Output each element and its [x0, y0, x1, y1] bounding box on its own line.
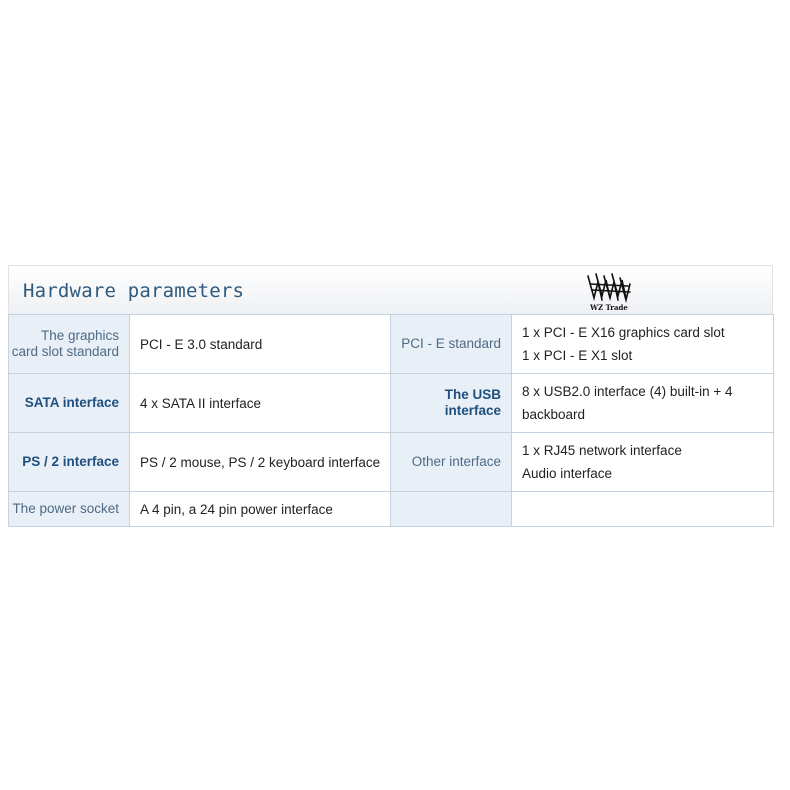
row-label: SATA interface	[9, 374, 130, 433]
parameters-table	[8, 314, 774, 527]
value-line: PS / 2 mouse, PS / 2 keyboard interface	[140, 454, 381, 470]
row-value	[512, 374, 774, 433]
empty-label-cell	[391, 492, 512, 527]
hardware-parameters-panel	[8, 265, 773, 527]
row-label: Other interface	[391, 433, 512, 492]
row-label: The power socket	[9, 492, 130, 527]
table-row	[9, 433, 774, 492]
row-label: PCI - E standard	[391, 315, 512, 374]
row-value	[130, 315, 391, 374]
value-line: A 4 pin, a 24 pin power interface	[140, 501, 333, 517]
empty-value-cell	[512, 492, 774, 527]
row-value	[512, 315, 774, 374]
panel-header	[8, 265, 773, 314]
table-row	[9, 315, 774, 374]
value-line: 4 x SATA II interface	[140, 395, 262, 411]
value-line: PCI - E 3.0 standard	[140, 336, 263, 352]
value-line: 1 x RJ45 network interface	[522, 443, 682, 458]
row-value	[130, 374, 391, 433]
value-line: 1 x PCI - E X16 graphics card slot	[522, 325, 725, 340]
logo-mark-icon	[582, 270, 636, 304]
value-line: Audio interface	[522, 466, 613, 481]
row-value	[512, 433, 774, 492]
row-label: PS / 2 interface	[9, 433, 130, 492]
logo-text: WZ Trade	[590, 303, 628, 312]
value-line: 1 x PCI - E X1 slot	[522, 348, 633, 363]
table-row	[9, 492, 774, 527]
row-value	[130, 433, 391, 492]
row-label: The USB interface	[391, 374, 512, 433]
row-value	[130, 492, 391, 527]
wz-trade-logo	[582, 270, 636, 314]
panel-title: Hardware parameters	[23, 280, 245, 302]
value-line: 8 x USB2.0 interface (4) built-in + 4 backboard	[522, 384, 733, 422]
row-label: The graphics card slot standard	[9, 315, 130, 374]
table-row	[9, 374, 774, 433]
